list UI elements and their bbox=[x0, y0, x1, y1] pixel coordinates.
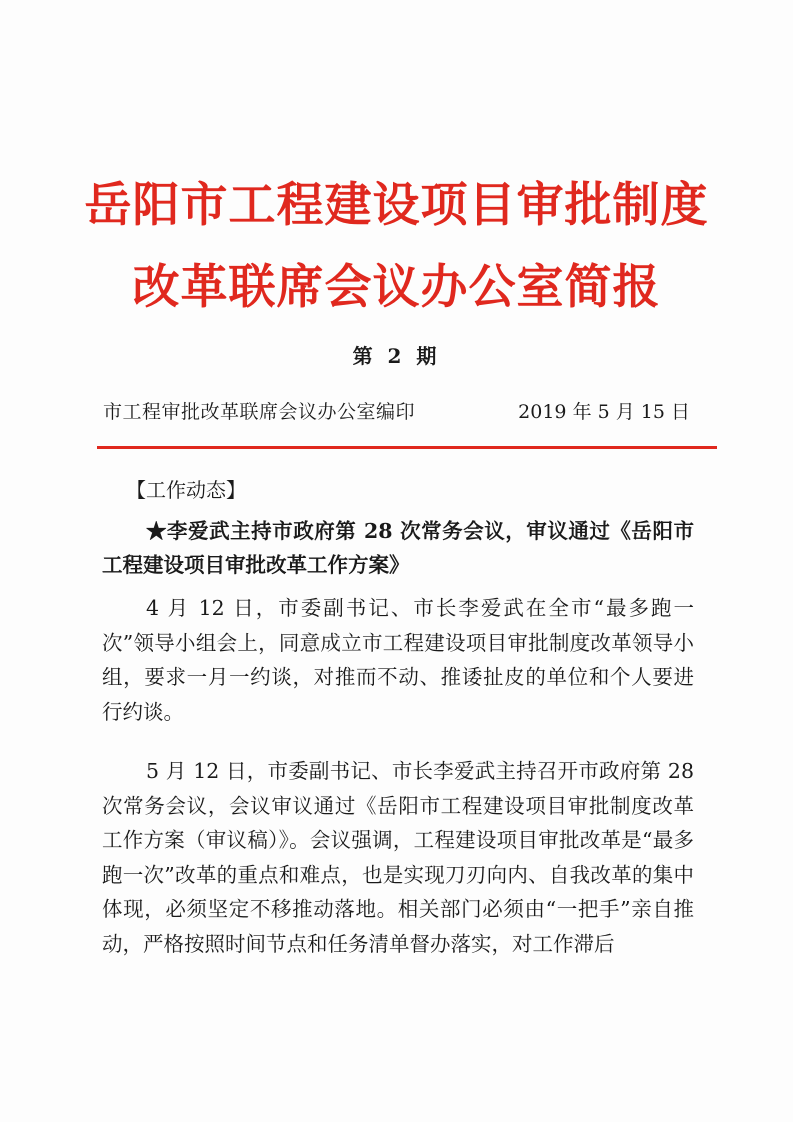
issue-date: 2019 年 5 月 15 日 bbox=[518, 401, 690, 423]
bulletin-title-line-1: 岳阳市工程建设项目审批制度 bbox=[84, 178, 709, 233]
header-divider-line bbox=[97, 446, 717, 449]
body-paragraph-2: 5 月 12 日，市委副书记、市长李爱武主持召开市政府第 28 次常务会议，会议审议通过《岳阳市工程建设项目审批制度改革工作方案（审议稿）》。会议强调，工程建设项目审批改革是“最多跑一次”改革的重点和难点，也是实现刀刃向内、自我改革的集中体现，必须坚定不移推动落地。相关部门必须由“一把手”亲自推动，严格按照时间节点和任务清单督办落实，对工作滞后 bbox=[102, 759, 694, 956]
news-headline: ★李爱武主持市政府第 28 次常务会议，审议通过《岳阳市工程建设项目审批改革工作方案》 bbox=[102, 519, 694, 577]
issue-number: 第 2 期 bbox=[352, 344, 441, 368]
bulletin-title-line-2: 改革联席会议办公室简报 bbox=[132, 260, 661, 315]
section-label: 【工作动态】 bbox=[126, 478, 246, 502]
body-paragraph-1: 4 月 12 日，市委副书记、市长李爱武在全市“最多跑一次”领导小组会上，同意成立市工程建设项目审批制度改革领导小组，要求一月一约谈，对推而不动、推诿扯皮的单位和个人要进行约谈。 bbox=[102, 596, 694, 724]
editor-office: 市工程审批改革联席会议办公室编印 bbox=[103, 401, 416, 423]
